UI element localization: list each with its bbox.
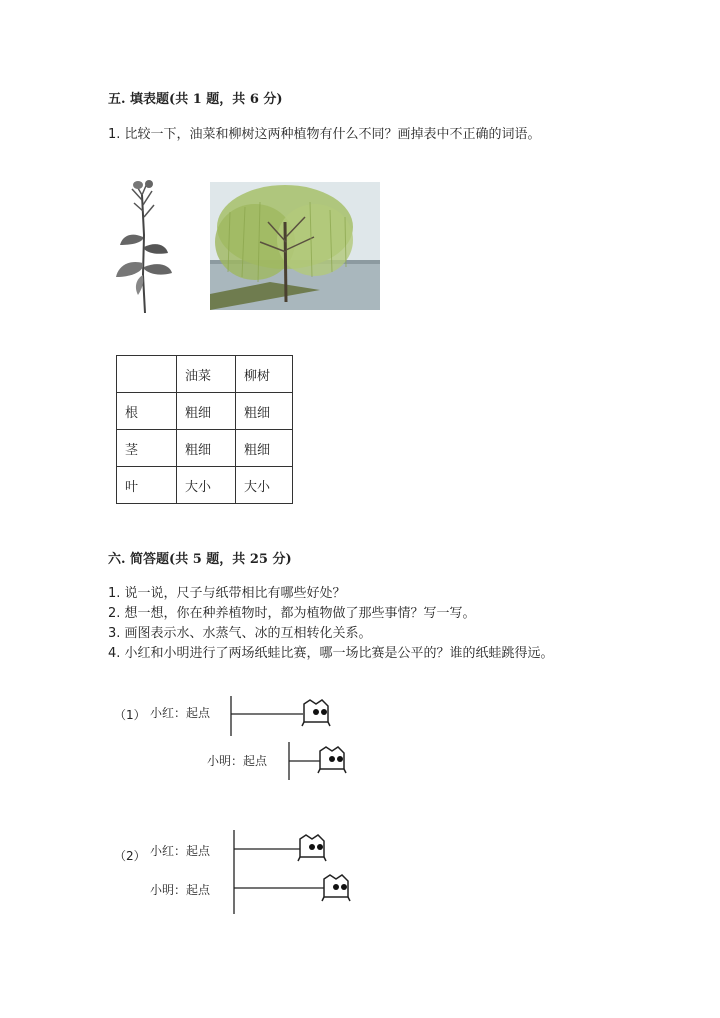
paper-frog-icon (316, 745, 348, 775)
question-4: 4. 小红和小明进行了两场纸蛙比赛，哪一场比赛是公平的？谁的纸蛙跳得远。 (108, 646, 554, 661)
table-row-label: 根 (117, 393, 177, 430)
table-header-youcai: 油菜 (177, 356, 236, 393)
comparison-table (116, 355, 293, 504)
section6-heading: 六. 简答题(共 5 题，共 25 分) (108, 552, 292, 567)
race1-label: （1） (114, 708, 146, 722)
table-cell (117, 356, 177, 393)
table-cell[interactable]: 大小 (177, 467, 236, 504)
table-row (117, 430, 293, 467)
table-header-row (117, 356, 293, 393)
table-cell[interactable]: 粗细 (177, 393, 236, 430)
race2-label: （2） (114, 849, 146, 863)
table-cell[interactable]: 粗细 (236, 393, 293, 430)
table-cell[interactable]: 粗细 (177, 430, 236, 467)
paper-frog-icon (320, 873, 352, 903)
question-2: 2. 想一想，你在种养植物时，都为植物做了那些事情？写一写。 (108, 606, 476, 621)
table-row-label: 茎 (117, 430, 177, 467)
race2-xiaohong-label: 小红：起点 (150, 844, 211, 858)
race1-xiaoming-label: 小明：起点 (207, 754, 268, 768)
race1-xiaohong-label: 小红：起点 (150, 706, 211, 720)
question-1: 1. 说一说，尺子与纸带相比有哪些好处？ (108, 586, 346, 601)
table-header-liushu: 柳树 (236, 356, 293, 393)
table-cell[interactable]: 大小 (236, 467, 293, 504)
table-row (117, 467, 293, 504)
table-cell[interactable]: 粗细 (236, 430, 293, 467)
paper-frog-icon (296, 833, 328, 863)
table-row-label: 叶 (117, 467, 177, 504)
race2-xiaoming-label: 小明：起点 (150, 883, 211, 897)
rapeseed-plant-image (110, 175, 180, 315)
question-3: 3. 画图表示水、水蒸气、冰的互相转化关系。 (108, 626, 372, 641)
section5-question: 1. 比较一下，油菜和柳树这两种植物有什么不同？画掉表中不正确的词语。 (108, 127, 541, 142)
section5-heading: 五. 填表题(共 1 题，共 6 分) (108, 92, 283, 107)
willow-tree-image (210, 182, 380, 310)
table-row (117, 393, 293, 430)
paper-frog-icon (300, 698, 332, 728)
